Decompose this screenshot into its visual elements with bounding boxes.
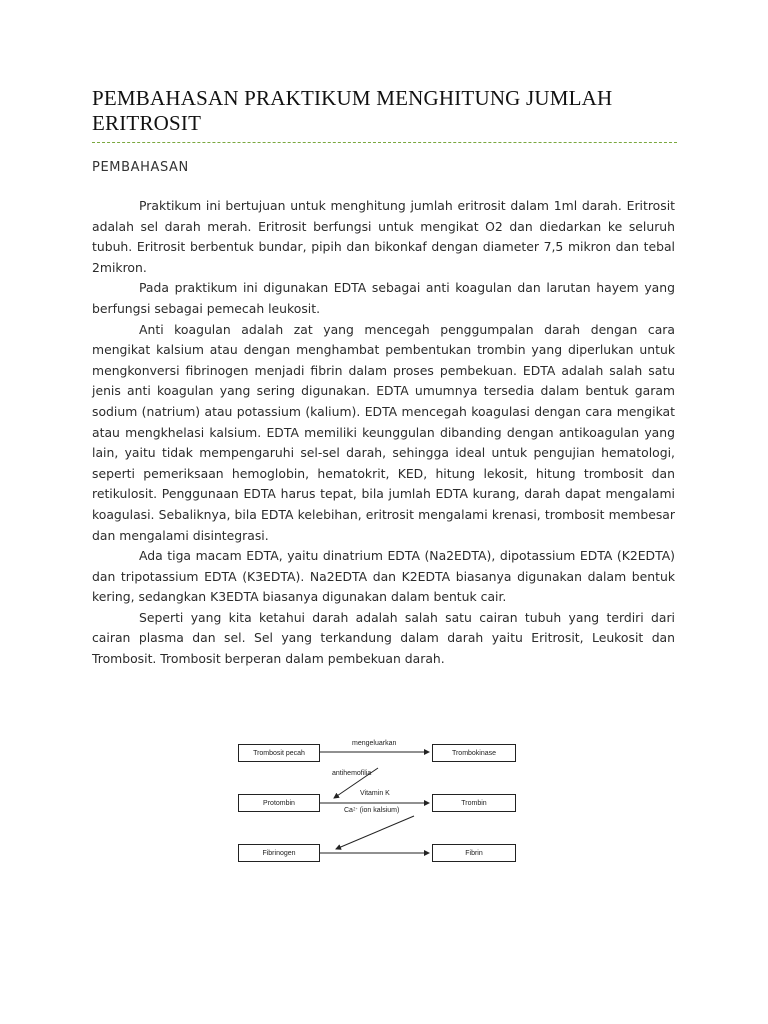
label-ion-kalsium: Ca⁲⁺ (ion kalsium)	[344, 807, 400, 814]
box-tromboplastin: Trombokinase	[432, 744, 516, 762]
box-trombin: Trombin	[432, 794, 516, 812]
paragraph: Seperti yang kita ketahui darah adalah salah satu cairan tubuh yang terdiri dari cairan plasma dan sel. Sel yang terkandung dalam darah yaitu Eritrosit, Leukosit dan Trombosit. Trombosit berperan dalam pembekuan darah.	[92, 609, 675, 667]
label-antihemofilia: antihemofilia	[332, 770, 372, 777]
box-fibrin: Fibrin	[432, 844, 516, 862]
label-mengeluarkan: mengeluarkan	[352, 740, 397, 747]
label-vitamin-k: Vitamin K	[360, 790, 390, 797]
paragraph: Ada tiga macam EDTA, yaitu dinatrium EDTA (Na2EDTA), dipotassium EDTA (K2EDTA) dan tripotassium EDTA (K3EDTA). Na2EDTA dan K2EDTA biasanya digunakan dalam bentuk kering, sedangkan K3EDTA biasanya digunakan dalam bentuk cair.	[92, 548, 675, 605]
paragraph: Anti koagulan adalah zat yang mencegah penggumpalan darah dengan cara mengikat kalsium atau dengan menghambat pembentukan trombin yang diperlukan untuk mengkonversi fibrinogen menjadi fibrin dalam proses pembekuan. EDTA adalah salah satu jenis anti koagulan yang sering digunakan. EDTA umumnya tersedia dalam bentuk garam sodium (natrium) atau potassium (kalium). EDTA mencegah koagulasi dengan cara mengikat atau mengkhelasi kalsium. EDTA memiliki keunggulan dibanding dengan antikoagulan yang lain, yaitu tidak mempengaruhi sel-sel darah, sehingga ideal untuk pengujian hematologi, seperti pemeriksaan hemoglobin, hematokrit, KED, hitung lekosit, hitung trombosit dan retikulosit. Penggunaan EDTA harus tepat, bila jumlah EDTA kurang, darah dapat mengalami koagulasi. Sebaliknya, bila EDTA kelebihan, eritrosit mengalami krenasi, trombosit membesar dan mengalami disintegrasi.	[92, 321, 675, 543]
paragraph: Pada praktikum ini digunakan EDTA sebagai anti koagulan dan larutan hayem yang berfungsi sebagai pemecah leukosit.	[92, 280, 675, 316]
box-trombosit-pecah: Trombosit pecah	[238, 744, 320, 762]
document-title: PEMBAHASAN PRAKTIKUM MENGHITUNG JUMLAH ERITROSIT	[92, 86, 613, 135]
body-text	[92, 196, 675, 670]
box-protombin: Protombin	[238, 794, 320, 812]
title-divider	[92, 142, 677, 143]
box-fibrinogen: Fibrinogen	[238, 844, 320, 862]
coagulation-diagram	[236, 738, 526, 866]
section-heading: PEMBAHASAN	[92, 160, 189, 175]
paragraph: Praktikum ini bertujuan untuk menghitung jumlah eritrosit dalam 1ml darah. Eritrosit adalah sel darah merah. Eritrosit berfungsi untuk mengikat O2 dan diedarkan ke seluruh tubuh. Eritrosit berbentuk bundar, pipih dan bikonkaf dengan diameter 7,5 mikron dan tebal 2mikron.	[92, 198, 675, 275]
arrow-trombin-fibrinogen	[336, 816, 414, 849]
